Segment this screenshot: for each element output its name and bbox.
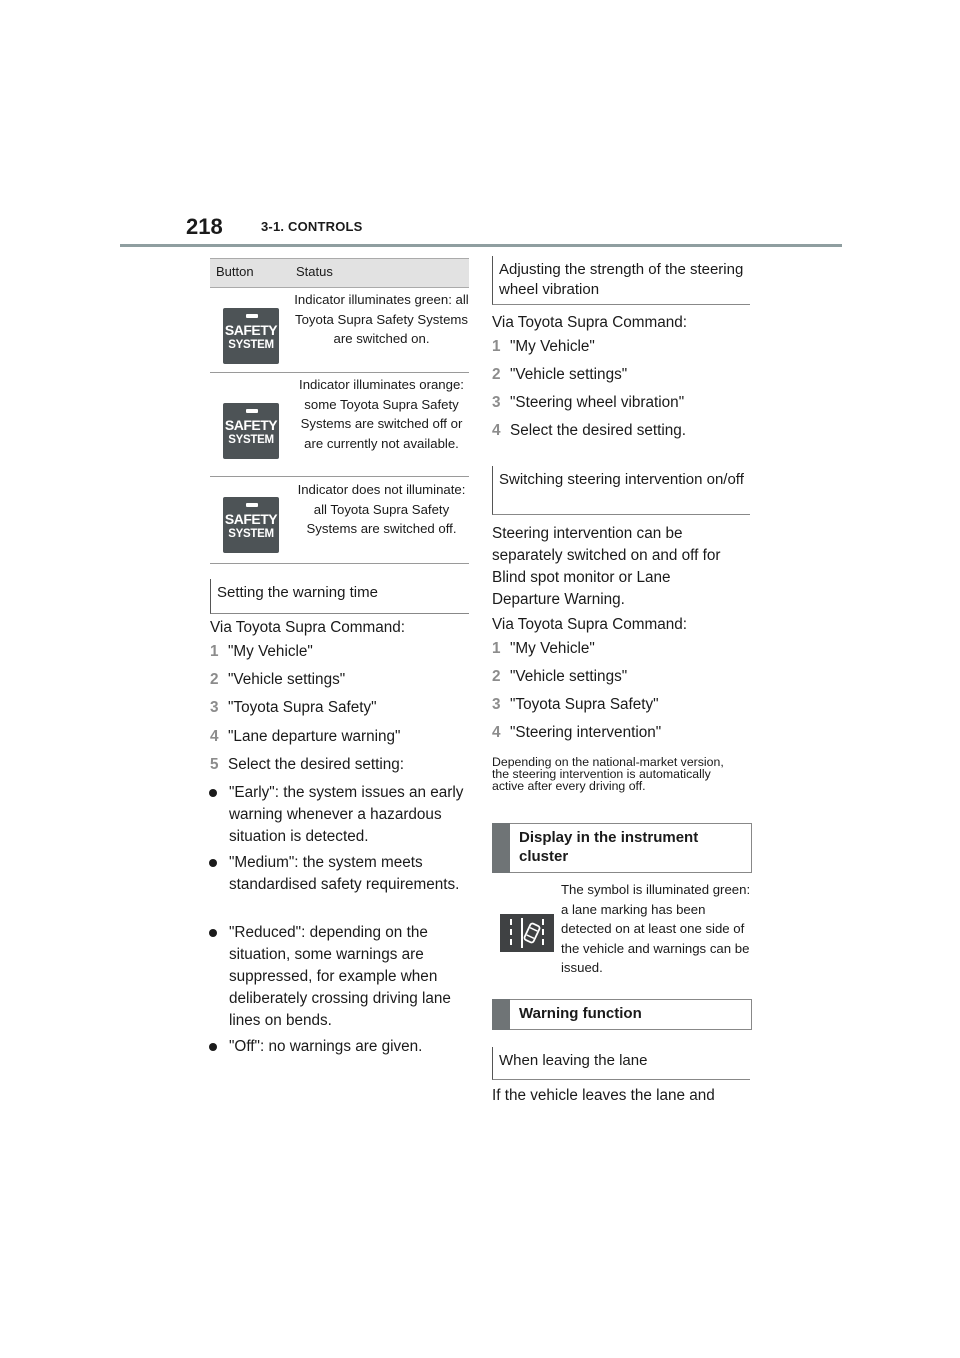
list-item: 4 Select the desired setting. — [492, 422, 687, 439]
symbol-description: The symbol is illuminated green: a lane marking has been detected on at least one side of the vehicle and warnings can be issued. — [561, 882, 751, 975]
table-row — [210, 373, 469, 477]
header-rule — [120, 244, 842, 247]
intro-text: Via Toyota Supra Command: — [492, 314, 688, 331]
market-note: Depending on the national-market version, the steering intervention is automatically active after every driving off. — [492, 755, 724, 793]
list-item: 1 "My Vehicle" — [492, 338, 595, 355]
list-item: 2 "Vehicle settings" — [492, 366, 628, 383]
heading-warning-time: Setting the warning time — [210, 579, 469, 614]
warning-box — [492, 999, 752, 1030]
list-item: 3 "Toyota Supra Safety" — [210, 699, 377, 716]
intro-text: Via Toyota Supra Command: — [210, 619, 406, 636]
table-header — [210, 258, 469, 288]
display-box — [492, 823, 752, 873]
display-box-title: Display in the instrument cluster — [519, 829, 699, 865]
leaving-lane-paragraph: If the vehicle leaves the lane and — [492, 1087, 715, 1104]
safety-status-table — [210, 258, 469, 564]
list-item: 3 "Steering wheel vibration" — [492, 394, 685, 411]
list-item: 2 "Vehicle settings" — [492, 668, 628, 685]
list-item: 2 "Vehicle settings" — [210, 671, 346, 688]
warning-box-title: Warning function — [519, 1005, 642, 1022]
table-row — [210, 288, 469, 373]
list-item: 4 "Steering intervention" — [492, 724, 662, 741]
table-row — [210, 477, 469, 564]
heading-leaving-lane: When leaving the lane — [492, 1047, 750, 1080]
safety-system-icon: SAFETY SYSTEM — [223, 403, 279, 459]
section-title: 3-1. CONTROLS — [261, 219, 363, 234]
lane-assist-icon — [500, 914, 554, 952]
intro-text: Via Toyota Supra Command: — [492, 616, 688, 633]
steering-paragraph: Steering intervention can be separately switched on and off for Blind spot monitor or Lane Departure Warning. — [492, 525, 721, 608]
safety-system-icon: SAFETY SYSTEM — [223, 497, 279, 553]
page-number: 218 — [186, 214, 223, 239]
bullet-item: "Reduced": depending on the situation, some warnings are suppressed, for example when deliberately crossing driving lane lines on bends. — [229, 922, 469, 1032]
list-item: 3 "Toyota Supra Safety" — [492, 696, 659, 713]
list-item: 5 Select the desired setting: — [210, 756, 405, 773]
col-button-header: Button — [216, 264, 254, 279]
heading-vibration: Adjusting the strength of the steering wheel vibration — [492, 256, 750, 305]
status-text: Indicator illuminates orange: some Toyota Supra Safety Systems are switched off or are currently not available. — [299, 377, 464, 451]
bullet-item: "Early": the system issues an early warning whenever a hazardous situation is detected. — [229, 782, 469, 848]
list-item: 1 "My Vehicle" — [492, 640, 595, 657]
list-item: 1 "My Vehicle" — [210, 643, 313, 660]
bullet-item: "Off": no warnings are given. — [229, 1036, 469, 1058]
heading-steering-intervention: Switching steering intervention on/off — [492, 466, 750, 515]
status-text: Indicator does not illuminate: all Toyota Supra Safety Systems are switched off. — [297, 482, 466, 536]
status-text: Indicator illuminates green: all Toyota Supra Safety Systems are switched on. — [294, 292, 469, 346]
col-status-header: Status — [296, 264, 333, 279]
safety-system-icon: SAFETY SYSTEM — [223, 308, 279, 364]
list-item: 4 "Lane departure warning" — [210, 728, 401, 745]
bullet-item: "Medium": the system meets standardised safety requirements. — [229, 852, 469, 896]
